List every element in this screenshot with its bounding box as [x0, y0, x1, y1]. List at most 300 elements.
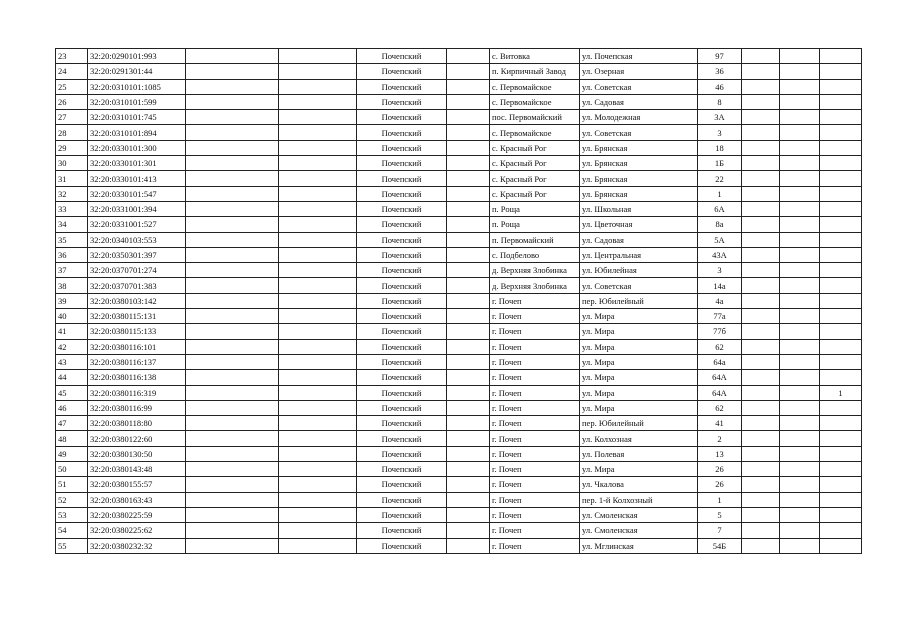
blank-cell — [186, 156, 279, 171]
blank-cell — [279, 110, 357, 125]
blank-cell — [780, 354, 820, 369]
locality-cell: г. Почеп — [490, 354, 580, 369]
table-row — [56, 354, 862, 369]
cadastral-number: 32:20:0330101:300 — [88, 140, 186, 155]
blank-cell — [186, 446, 279, 461]
row-number: 31 — [56, 171, 88, 186]
street-cell: пер. 1-й Колхозный — [580, 492, 698, 507]
locality-cell: с. Красный Рог — [490, 171, 580, 186]
house-number-cell: 64а — [698, 354, 742, 369]
locality-cell: п. Роща — [490, 201, 580, 216]
district-cell: Почепский — [357, 217, 447, 232]
blank-cell — [780, 400, 820, 415]
district-cell: Почепский — [357, 538, 447, 553]
blank-cell — [186, 110, 279, 125]
blank-cell — [742, 247, 780, 262]
district-cell: Почепский — [357, 339, 447, 354]
house-number-cell: 26 — [698, 477, 742, 492]
district-cell: Почепский — [357, 354, 447, 369]
count-cell: 1 — [820, 385, 862, 400]
count-cell — [820, 156, 862, 171]
blank-cell — [279, 431, 357, 446]
blank-cell — [279, 370, 357, 385]
row-number: 45 — [56, 385, 88, 400]
locality-cell: г. Почеп — [490, 400, 580, 415]
locality-cell: пос. Первомайский — [490, 110, 580, 125]
blank-cell — [279, 232, 357, 247]
blank-cell — [780, 431, 820, 446]
house-number-cell: 13 — [698, 446, 742, 461]
locality-cell: д. Верхняя Злобинка — [490, 278, 580, 293]
street-cell: ул. Смоленская — [580, 507, 698, 522]
blank-cell — [186, 278, 279, 293]
house-number-cell: 8 — [698, 94, 742, 109]
blank-cell — [279, 324, 357, 339]
blank-cell — [780, 385, 820, 400]
district-cell: Почепский — [357, 523, 447, 538]
count-cell — [820, 201, 862, 216]
blank-cell — [186, 247, 279, 262]
row-number: 33 — [56, 201, 88, 216]
blank-cell — [780, 446, 820, 461]
district-cell: Почепский — [357, 293, 447, 308]
row-number: 50 — [56, 462, 88, 477]
house-number-cell: 62 — [698, 400, 742, 415]
cadastral-number: 32:20:0380115:133 — [88, 324, 186, 339]
count-cell — [820, 125, 862, 140]
blank-cell — [447, 156, 490, 171]
count-cell — [820, 400, 862, 415]
street-cell: ул. Юбилейная — [580, 263, 698, 278]
locality-cell: г. Почеп — [490, 523, 580, 538]
table-row — [56, 293, 862, 308]
blank-cell — [279, 416, 357, 431]
street-cell: ул. Почепская — [580, 49, 698, 64]
street-cell: ул. Мира — [580, 339, 698, 354]
count-cell — [820, 94, 862, 109]
blank-cell — [447, 339, 490, 354]
street-cell: ул. Цветочная — [580, 217, 698, 232]
blank-cell — [742, 324, 780, 339]
blank-cell — [447, 354, 490, 369]
count-cell — [820, 309, 862, 324]
blank-cell — [780, 140, 820, 155]
locality-cell: г. Почеп — [490, 477, 580, 492]
blank-cell — [780, 186, 820, 201]
cadastral-number: 32:20:0291301:44 — [88, 64, 186, 79]
blank-cell — [279, 201, 357, 216]
house-number-cell: 54Б — [698, 538, 742, 553]
table-row — [56, 94, 862, 109]
table-row — [56, 186, 862, 201]
locality-cell: г. Почеп — [490, 339, 580, 354]
blank-cell — [447, 232, 490, 247]
house-number-cell: 3 — [698, 125, 742, 140]
blank-cell — [780, 171, 820, 186]
blank-cell — [447, 507, 490, 522]
district-cell: Почепский — [357, 186, 447, 201]
house-number-cell: 5 — [698, 507, 742, 522]
district-cell: Почепский — [357, 446, 447, 461]
blank-cell — [186, 354, 279, 369]
blank-cell — [742, 171, 780, 186]
blank-cell — [742, 232, 780, 247]
street-cell: ул. Мира — [580, 309, 698, 324]
blank-cell — [447, 538, 490, 553]
row-number: 36 — [56, 247, 88, 262]
locality-cell: с. Красный Рог — [490, 186, 580, 201]
blank-cell — [780, 64, 820, 79]
blank-cell — [279, 492, 357, 507]
blank-cell — [186, 523, 279, 538]
blank-cell — [447, 217, 490, 232]
street-cell: ул. Молодежная — [580, 110, 698, 125]
blank-cell — [447, 431, 490, 446]
count-cell — [820, 492, 862, 507]
district-cell: Почепский — [357, 247, 447, 262]
locality-cell: п. Роща — [490, 217, 580, 232]
locality-cell: г. Почеп — [490, 324, 580, 339]
house-number-cell: 1Б — [698, 156, 742, 171]
blank-cell — [742, 385, 780, 400]
blank-cell — [186, 293, 279, 308]
house-number-cell: 64А — [698, 385, 742, 400]
locality-cell: г. Почеп — [490, 431, 580, 446]
locality-cell: с. Первомайское — [490, 94, 580, 109]
property-table — [55, 48, 862, 554]
blank-cell — [447, 324, 490, 339]
table-row — [56, 64, 862, 79]
table-row — [56, 49, 862, 64]
cadastral-number: 32:20:0380143:48 — [88, 462, 186, 477]
count-cell — [820, 64, 862, 79]
cadastral-number: 32:20:0380103:142 — [88, 293, 186, 308]
table-row — [56, 446, 862, 461]
locality-cell: г. Почеп — [490, 538, 580, 553]
blank-cell — [742, 370, 780, 385]
blank-cell — [780, 462, 820, 477]
locality-cell: с. Подбелово — [490, 247, 580, 262]
count-cell — [820, 339, 862, 354]
street-cell: ул. Смоленская — [580, 523, 698, 538]
blank-cell — [447, 278, 490, 293]
locality-cell: г. Почеп — [490, 446, 580, 461]
blank-cell — [742, 477, 780, 492]
blank-cell — [186, 477, 279, 492]
table-row — [56, 201, 862, 216]
locality-cell: г. Почеп — [490, 370, 580, 385]
blank-cell — [186, 416, 279, 431]
street-cell: пер. Юбилейный — [580, 416, 698, 431]
street-cell: ул. Советская — [580, 278, 698, 293]
blank-cell — [186, 507, 279, 522]
blank-cell — [447, 400, 490, 415]
blank-cell — [780, 538, 820, 553]
count-cell — [820, 324, 862, 339]
blank-cell — [447, 309, 490, 324]
blank-cell — [279, 156, 357, 171]
street-cell: ул. Мира — [580, 324, 698, 339]
street-cell: ул. Мира — [580, 462, 698, 477]
blank-cell — [447, 263, 490, 278]
blank-cell — [447, 110, 490, 125]
house-number-cell: 36 — [698, 64, 742, 79]
table-row — [56, 492, 862, 507]
street-cell: ул. Брянская — [580, 156, 698, 171]
blank-cell — [186, 201, 279, 216]
locality-cell: с. Первомайское — [490, 125, 580, 140]
row-number: 49 — [56, 446, 88, 461]
cadastral-number: 32:20:0370701:383 — [88, 278, 186, 293]
blank-cell — [447, 79, 490, 94]
row-number: 30 — [56, 156, 88, 171]
blank-cell — [447, 370, 490, 385]
table-row — [56, 507, 862, 522]
row-number: 51 — [56, 477, 88, 492]
table-row — [56, 339, 862, 354]
row-number: 40 — [56, 309, 88, 324]
district-cell: Почепский — [357, 431, 447, 446]
blank-cell — [279, 171, 357, 186]
blank-cell — [742, 263, 780, 278]
blank-cell — [186, 492, 279, 507]
table-row — [56, 370, 862, 385]
blank-cell — [279, 140, 357, 155]
row-number: 52 — [56, 492, 88, 507]
blank-cell — [279, 477, 357, 492]
district-cell: Почепский — [357, 385, 447, 400]
district-cell: Почепский — [357, 125, 447, 140]
blank-cell — [780, 217, 820, 232]
table-row — [56, 217, 862, 232]
house-number-cell: 3 — [698, 263, 742, 278]
row-number: 44 — [56, 370, 88, 385]
street-cell: ул. Советская — [580, 125, 698, 140]
street-cell: ул. Полевая — [580, 446, 698, 461]
cadastral-number: 32:20:0380118:80 — [88, 416, 186, 431]
blank-cell — [447, 171, 490, 186]
blank-cell — [186, 94, 279, 109]
locality-cell: г. Почеп — [490, 293, 580, 308]
blank-cell — [447, 94, 490, 109]
table-row — [56, 110, 862, 125]
table-row — [56, 247, 862, 262]
house-number-cell: 18 — [698, 140, 742, 155]
blank-cell — [780, 247, 820, 262]
blank-cell — [742, 156, 780, 171]
table-row — [56, 523, 862, 538]
table-row — [56, 156, 862, 171]
blank-cell — [742, 293, 780, 308]
blank-cell — [742, 309, 780, 324]
blank-cell — [447, 247, 490, 262]
count-cell — [820, 247, 862, 262]
count-cell — [820, 416, 862, 431]
locality-cell: с. Красный Рог — [490, 156, 580, 171]
district-cell: Почепский — [357, 140, 447, 155]
blank-cell — [447, 64, 490, 79]
blank-cell — [279, 385, 357, 400]
blank-cell — [780, 416, 820, 431]
count-cell — [820, 293, 862, 308]
district-cell: Почепский — [357, 94, 447, 109]
cadastral-number: 32:20:0380130:50 — [88, 446, 186, 461]
blank-cell — [279, 217, 357, 232]
blank-cell — [447, 49, 490, 64]
district-cell: Почепский — [357, 156, 447, 171]
street-cell: ул. Брянская — [580, 140, 698, 155]
count-cell — [820, 232, 862, 247]
blank-cell — [186, 400, 279, 415]
street-cell: ул. Центральная — [580, 247, 698, 262]
cadastral-number: 32:20:0380115:131 — [88, 309, 186, 324]
count-cell — [820, 186, 862, 201]
district-cell: Почепский — [357, 400, 447, 415]
district-cell: Почепский — [357, 278, 447, 293]
row-number: 39 — [56, 293, 88, 308]
blank-cell — [742, 125, 780, 140]
blank-cell — [742, 49, 780, 64]
blank-cell — [186, 171, 279, 186]
table-row — [56, 140, 862, 155]
district-cell: Почепский — [357, 309, 447, 324]
locality-cell: с. Первомайское — [490, 79, 580, 94]
blank-cell — [780, 278, 820, 293]
house-number-cell: 14а — [698, 278, 742, 293]
count-cell — [820, 278, 862, 293]
table-row — [56, 400, 862, 415]
blank-cell — [279, 64, 357, 79]
house-number-cell: 97 — [698, 49, 742, 64]
blank-cell — [186, 462, 279, 477]
locality-cell: г. Почеп — [490, 462, 580, 477]
blank-cell — [186, 431, 279, 446]
district-cell: Почепский — [357, 477, 447, 492]
blank-cell — [780, 477, 820, 492]
street-cell: ул. Школьная — [580, 201, 698, 216]
blank-cell — [447, 140, 490, 155]
blank-cell — [186, 125, 279, 140]
row-number: 28 — [56, 125, 88, 140]
locality-cell: г. Почеп — [490, 416, 580, 431]
locality-cell: с. Красный Рог — [490, 140, 580, 155]
house-number-cell: 5А — [698, 232, 742, 247]
blank-cell — [186, 263, 279, 278]
house-number-cell: 77б — [698, 324, 742, 339]
cadastral-number: 32:20:0380116:137 — [88, 354, 186, 369]
blank-cell — [780, 49, 820, 64]
count-cell — [820, 171, 862, 186]
blank-cell — [279, 400, 357, 415]
blank-cell — [742, 217, 780, 232]
count-cell — [820, 140, 862, 155]
cadastral-number: 32:20:0330101:547 — [88, 186, 186, 201]
street-cell: ул. Советская — [580, 79, 698, 94]
blank-cell — [279, 462, 357, 477]
cadastral-number: 32:20:0290101:993 — [88, 49, 186, 64]
table-body — [56, 49, 862, 554]
house-number-cell: 7 — [698, 523, 742, 538]
blank-cell — [742, 462, 780, 477]
district-cell: Почепский — [357, 201, 447, 216]
blank-cell — [447, 416, 490, 431]
blank-cell — [742, 186, 780, 201]
blank-cell — [742, 94, 780, 109]
table-row — [56, 538, 862, 553]
blank-cell — [186, 324, 279, 339]
cadastral-number: 32:20:0340103:553 — [88, 232, 186, 247]
blank-cell — [186, 217, 279, 232]
blank-cell — [279, 446, 357, 461]
count-cell — [820, 446, 862, 461]
row-number: 38 — [56, 278, 88, 293]
blank-cell — [742, 507, 780, 522]
cadastral-number: 32:20:0380116:99 — [88, 400, 186, 415]
street-cell: пер. Юбилейный — [580, 293, 698, 308]
blank-cell — [186, 140, 279, 155]
count-cell — [820, 431, 862, 446]
blank-cell — [186, 370, 279, 385]
blank-cell — [780, 370, 820, 385]
blank-cell — [279, 247, 357, 262]
house-number-cell: 6А — [698, 201, 742, 216]
blank-cell — [186, 232, 279, 247]
street-cell: ул. Мглинская — [580, 538, 698, 553]
blank-cell — [186, 186, 279, 201]
count-cell — [820, 263, 862, 278]
blank-cell — [742, 523, 780, 538]
district-cell: Почепский — [357, 64, 447, 79]
row-number: 25 — [56, 79, 88, 94]
row-number: 55 — [56, 538, 88, 553]
blank-cell — [780, 293, 820, 308]
house-number-cell: 77а — [698, 309, 742, 324]
locality-cell: с. Витовка — [490, 49, 580, 64]
count-cell — [820, 217, 862, 232]
count-cell — [820, 49, 862, 64]
table-row — [56, 324, 862, 339]
house-number-cell: 26 — [698, 462, 742, 477]
row-number: 29 — [56, 140, 88, 155]
cadastral-number: 32:20:0310101:894 — [88, 125, 186, 140]
blank-cell — [742, 110, 780, 125]
blank-cell — [279, 79, 357, 94]
blank-cell — [447, 201, 490, 216]
count-cell — [820, 538, 862, 553]
count-cell — [820, 507, 862, 522]
table-row — [56, 79, 862, 94]
locality-cell: д. Верхняя Злобинка — [490, 263, 580, 278]
district-cell: Почепский — [357, 507, 447, 522]
street-cell: ул. Брянская — [580, 186, 698, 201]
count-cell — [820, 462, 862, 477]
blank-cell — [780, 201, 820, 216]
blank-cell — [742, 431, 780, 446]
street-cell: ул. Колхозная — [580, 431, 698, 446]
blank-cell — [742, 538, 780, 553]
blank-cell — [447, 477, 490, 492]
cadastral-number: 32:20:0350301:397 — [88, 247, 186, 262]
blank-cell — [742, 416, 780, 431]
blank-cell — [186, 538, 279, 553]
blank-cell — [780, 324, 820, 339]
blank-cell — [780, 110, 820, 125]
blank-cell — [447, 446, 490, 461]
blank-cell — [780, 492, 820, 507]
locality-cell: п. Кирпичный Завод — [490, 64, 580, 79]
cadastral-number: 32:20:0380116:138 — [88, 370, 186, 385]
district-cell: Почепский — [357, 263, 447, 278]
